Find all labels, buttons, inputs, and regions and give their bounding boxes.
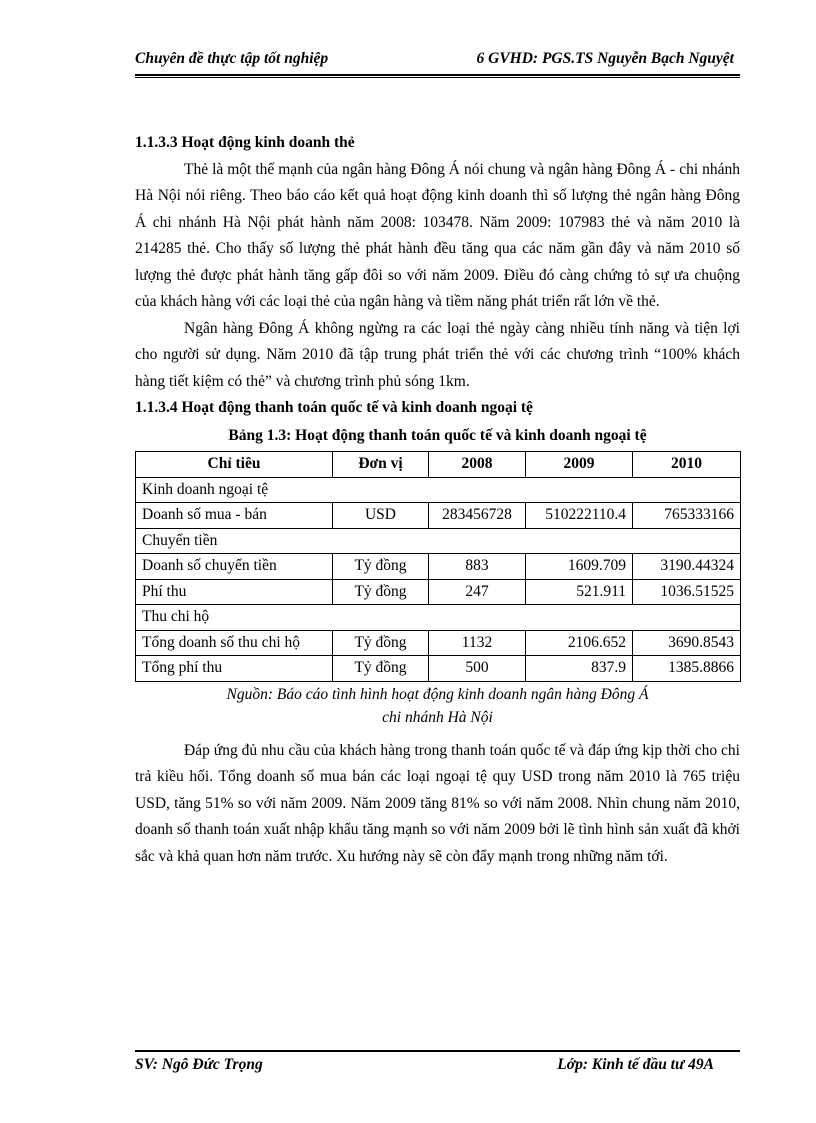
header-supervisor: 6 GVHD: PGS.TS Nguyễn Bạch Nguyệt [476, 50, 734, 67]
data-table [135, 451, 741, 682]
col-header-2010: 2010 [633, 452, 741, 478]
cell-unit: Tỷ đồng [333, 554, 429, 580]
source-line-1: Nguồn: Báo cáo tình hình hoạt động kinh doanh ngân hàng Đông Á [226, 685, 649, 703]
page-header [135, 48, 740, 72]
cell-indicator: Doanh số chuyển tiền [136, 554, 333, 580]
cell-2009: 2106.652 [526, 630, 633, 656]
cell-2010: 1036.51525 [633, 579, 741, 605]
cell-2008: 1132 [429, 630, 526, 656]
cell-2008: 247 [429, 579, 526, 605]
cell-unit: Tỷ đồng [333, 579, 429, 605]
section-heading-card-business: 1.1.3.3 Hoạt động kinh doanh thẻ [135, 134, 355, 151]
cell-2009: 510222110.4 [526, 503, 633, 529]
footer-student: SV: Ngô Đức Trọng [135, 1056, 263, 1073]
paragraph-card-programs: Ngân hàng Đông Á không ngừng ra các loại thẻ ngày càng nhiều tính năng và tiện lợi cho người sử dụng. Năm 2010 đã tập trung phát triển thẻ với các chương trình “100% khách hàng tiết kiệm có thẻ” và chương trình phủ sóng 1km. [135, 319, 740, 390]
header-rule [135, 74, 740, 76]
cell-unit: Tỷ đồng [333, 630, 429, 656]
cell-indicator: Phí thu [136, 579, 333, 605]
cell-2009: 1609.709 [526, 554, 633, 580]
table-row [136, 579, 741, 605]
cell-2009: 837.9 [526, 656, 633, 682]
cell-2010: 3690.8543 [633, 630, 741, 656]
table-row [136, 554, 741, 580]
header-title: Chuyên đề thực tập tốt nghiệp [135, 50, 329, 67]
table-row [136, 656, 741, 682]
paragraph-foreign-exchange: Đáp ứng đủ nhu cầu của khách hàng trong thanh toán quốc tế và đáp ứng kịp thời cho chi trả kiều hối. Tổng doanh số mua bán các loại ngoại tệ quy USD trong năm 2010 là 765 triệu USD, tăng 51% so với năm 2009. Năm 2009 tăng 81% so với năm 2008. Nhìn chung năm 2010, doanh số thanh toán xuất nhập khẩu tăng mạnh so với năm 2009 bởi lẽ tình hình sản xuất đã khởi sắc và khả quan hơn năm trước. Xu hướng này sẽ còn đẩy mạnh trong những năm tới. [135, 741, 740, 865]
cell-2008: 500 [429, 656, 526, 682]
table-group-row [136, 528, 741, 554]
group-label: Thu chi hộ [136, 605, 741, 631]
source-line-2: chi nhánh Hà Nội [382, 708, 493, 726]
cell-unit: Tỷ đồng [333, 656, 429, 682]
group-label: Kinh doanh ngoại tệ [136, 477, 741, 503]
cell-2008: 283456728 [429, 503, 526, 529]
cell-indicator: Tổng doanh số thu chi hộ [136, 630, 333, 656]
table-source [135, 683, 740, 729]
table-group-row [136, 477, 741, 503]
table-row [136, 503, 741, 529]
cell-2010: 765333166 [633, 503, 741, 529]
cell-2008: 883 [429, 554, 526, 580]
col-header-unit: Đơn vị [333, 452, 429, 478]
group-label: Chuyển tiền [136, 528, 741, 554]
header-rule-thin [135, 77, 740, 78]
cell-indicator: Tổng phí thu [136, 656, 333, 682]
col-header-2009: 2009 [526, 452, 633, 478]
page-body [135, 130, 740, 870]
footer-rule [135, 1050, 740, 1052]
section-heading-international-payment: 1.1.3.4 Hoạt động thanh toán quốc tế và kinh doanh ngoại tệ [135, 399, 533, 416]
cell-2010: 1385.8866 [633, 656, 741, 682]
paragraph-card-stats: Thẻ là một thế mạnh của ngân hàng Đông Á nói chung và ngân hàng Đông Á - chi nhánh Hà Nội nói riêng. Theo báo cáo kết quả hoạt động kinh doanh thì số lượng thẻ ngân hàng Đông Á chi nhánh Hà Nội phát hành năm 2008: 103478. Năm 2009: 107983 thẻ và năm 2010 là 214285 thẻ. Cho thấy số lượng thẻ phát hành đều tăng qua các năm gần đây và năm 2010 số lượng thẻ được phát hành tăng gấp đôi so với năm 2009. Điều đó càng chứng tỏ sự ưa chuộng của khách hàng với các loại thẻ của ngân hàng và tiềm năng phát triển rất lớn về thẻ. [135, 160, 740, 310]
table-row [136, 630, 741, 656]
cell-2010: 3190.44324 [633, 554, 741, 580]
cell-2009: 521.911 [526, 579, 633, 605]
table-group-row [136, 605, 741, 631]
cell-indicator: Doanh số mua - bán [136, 503, 333, 529]
table-caption: Bảng 1.3: Hoạt động thanh toán quốc tế và kinh doanh ngoại tệ [228, 426, 647, 444]
table-header-row [136, 452, 741, 478]
col-header-indicator: Chỉ tiêu [136, 452, 333, 478]
col-header-2008: 2008 [429, 452, 526, 478]
footer-class: Lớp: Kinh tế đầu tư 49A [557, 1056, 714, 1073]
cell-unit: USD [333, 503, 429, 529]
